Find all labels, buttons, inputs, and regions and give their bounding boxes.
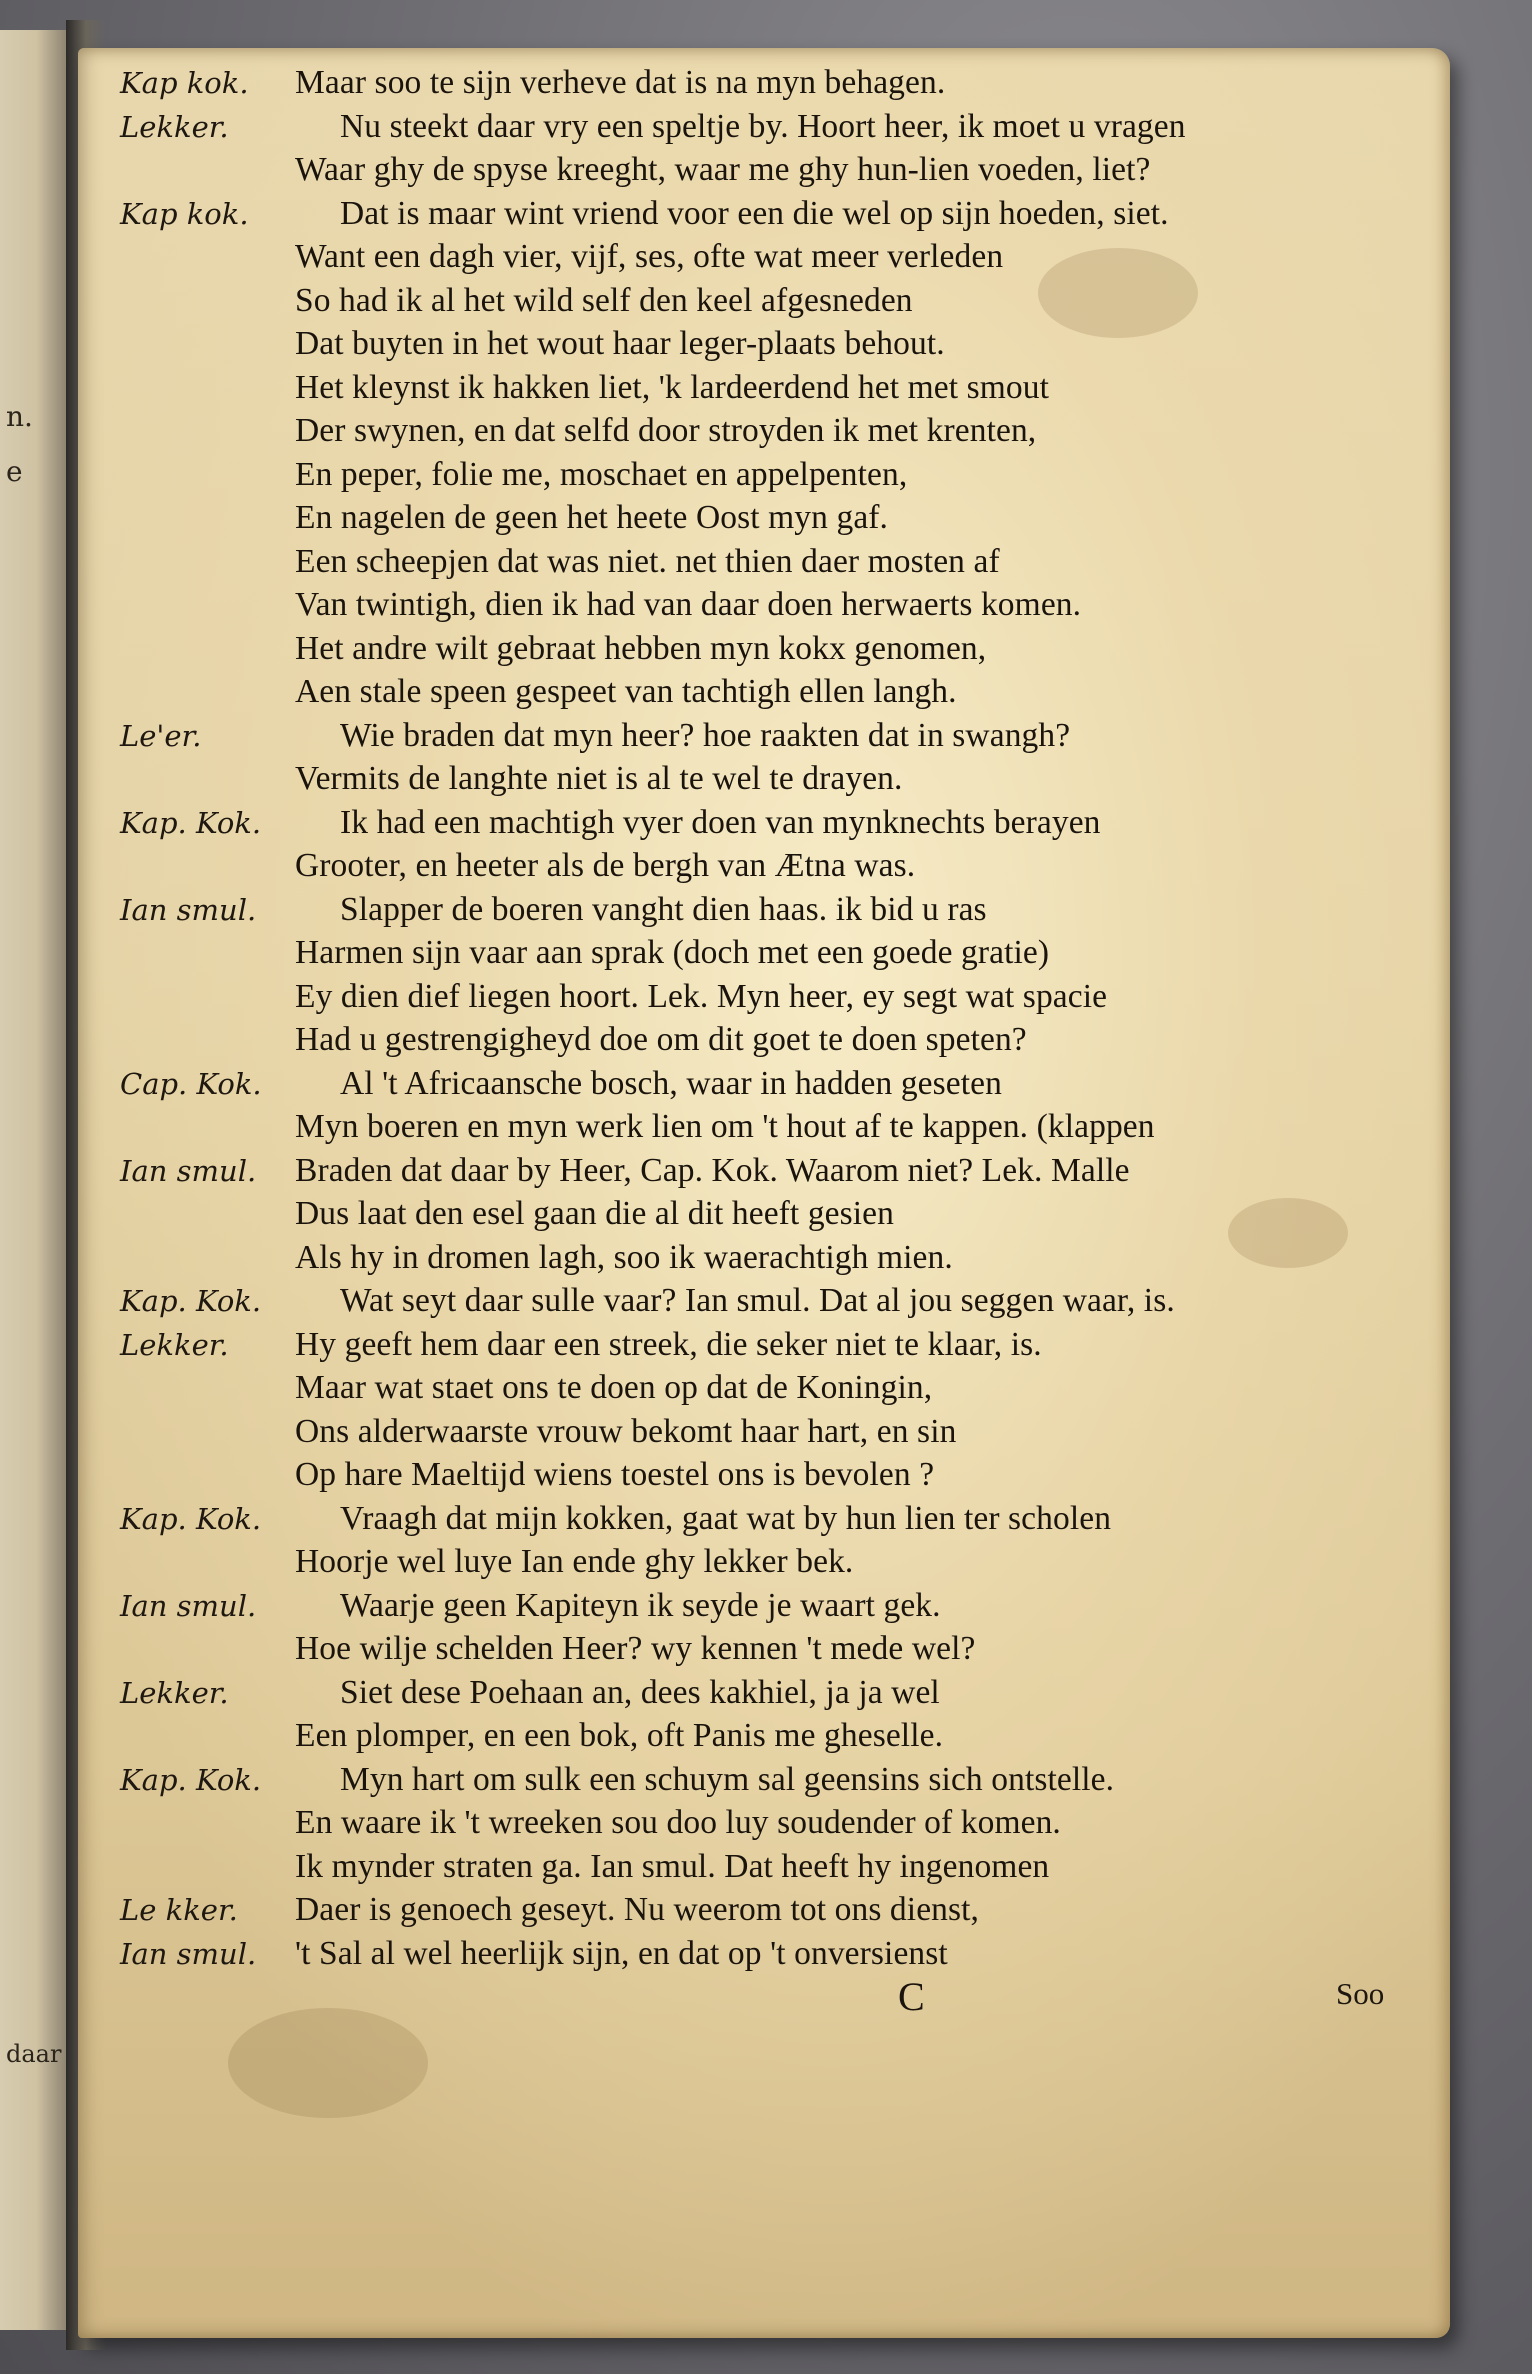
verse-line [78,630,1450,674]
speaker-label: Ian smul. [120,1588,257,1623]
verse-text: En waare ik 't wreeken sou doo luy soudender of komen. [295,1804,1061,1841]
paper-stain [228,2008,428,2118]
verse-text: Vraagh dat mijn kokken, gaat wat by hun lien ter scholen [340,1499,1112,1537]
verse-line [78,1413,1450,1457]
opposite-page-fragment: e [6,455,23,488]
verse-line [78,1717,1450,1761]
verse-line [78,1326,1450,1370]
verse-line [78,1891,1450,1935]
verse-text: Hoe wilje schelden Heer? wy kennen 't mede wel? [295,1630,976,1667]
speaker-label: Kap kok. [120,66,249,100]
speaker-label: Kap. Kok. [120,805,262,840]
verse-text: Als hy in dromen lagh, soo ik waerachtigh mien. [295,1238,953,1276]
verse-line [78,1630,1450,1674]
verse-text: Het kleynst ik hakken liet, 'k lardeerdend het met smout [295,368,1050,406]
verse-text: Der swynen, en dat selfd door stroyden ik met krenten, [295,412,1037,449]
verse-text: Ey dien dief liegen hoort. Lek. Myn heer, ey segt wat spacie [295,977,1108,1015]
speaker-label: Cap. Kok. [120,1066,262,1101]
verse-line [78,1587,1450,1631]
speaker-label: Kap kok. [120,196,249,231]
verse-line [78,1935,1450,1979]
catchword: Soo [1336,1976,1385,2011]
verse-text: Daer is genoech geseyt. Nu weerom tot ons dienst, [295,1891,980,1928]
speaker-label: Lekker. [120,1675,229,1710]
verse-line [78,1021,1450,1065]
verse-text: Nu steekt daar vry een speltje by. Hoort heer, ik moet u vragen [340,107,1186,145]
verse-line [78,1848,1450,1892]
verse-text: Hoorje wel luye Ian ende ghy lekker bek. [295,1543,854,1580]
verse-text: Myn boeren en myn werk lien om 't hout af te kappen. (klappen [295,1108,1155,1145]
verse-text: Harmen sijn vaar aan sprak (doch met een goede gratie) [295,934,1050,971]
verse-line [78,543,1450,587]
speaker-label: Kap. Kok. [120,1501,262,1536]
verse-line [78,1500,1450,1544]
speaker-label: Ian smul. [120,892,257,927]
verse-text: Dat is maar wint vriend voor een die wel op sijn hoeden, siet. [340,194,1169,232]
speaker-label: Kap. Kok. [120,1284,262,1318]
verse-text: So had ik al het wild self den keel afgesneden [295,281,913,319]
verse-text: Het andre wilt gebraat hebben myn kokx genomen, [295,629,987,667]
verse-line [78,1761,1450,1805]
verse-text: Slapper de boeren vanght dien haas. ik bid u ras [340,890,987,928]
verse-text: Maar soo te sijn verheve dat is na myn behagen. [295,64,946,101]
verse-line [78,456,1450,500]
verse-line [78,847,1450,891]
verse-text: Braden dat daar by Heer, Cap. Kok. Waarom niet? Lek. Malle [295,1151,1130,1189]
verse-line [78,1152,1450,1196]
speaker-label: Le kker. [120,1893,238,1927]
verse-text: Ik had een machtigh vyer doen van mynknechts berayen [340,803,1101,841]
verse-text: Want een dagh vier, vijf, ses, ofte wat meer verleden [295,238,1004,275]
speaker-label: Ian smul. [120,1936,257,1971]
speaker-label: Ian smul. [120,1153,257,1188]
verse-text: Dus laat den esel gaan die al dit heeft gesien [295,1195,894,1232]
opposite-page-fragment: daar [6,2040,62,2068]
verse-text: Van twintigh, dien ik had van daar doen herwaerts komen. [295,586,1082,623]
verse-text: Siet dese Poehaan an, dees kakhiel, ja ja wel [340,1673,940,1711]
speaker-label: Le'er. [120,718,202,753]
verse-text: En nagelen de geen het heete Oost myn gaf. [295,499,889,536]
verse-line [78,238,1450,282]
verse-line [78,586,1450,630]
verse-text: Aen stale speen gespeet van tachtigh ellen langh. [295,673,957,710]
verse-text: Ik mynder straten ga. Ian smul. Dat heeft hy ingenomen [295,1847,1050,1885]
verse-text: Vermits de langhte niet is al te wel te drayen. [295,760,903,797]
verse-text: Wat seyt daar sulle vaar? Ian smul. Dat al jou seggen waar, is. [340,1282,1175,1319]
verse-text: Waar ghy de spyse kreeght, waar me ghy hun-lien voeden, liet? [295,151,1151,188]
signature-mark: C [898,1974,925,2019]
verse-line [78,282,1450,326]
verse-line [78,978,1450,1022]
verse-line [78,325,1450,369]
verse-text: Waarje geen Kapiteyn ik seyde je waart gek. [340,1586,941,1624]
speaker-label: Lekker. [120,1327,229,1362]
verse-line [78,760,1450,804]
verse-text: Grooter, en heeter als de bergh van Ætna was. [295,847,916,884]
verse-line [78,1674,1450,1718]
verse-text: Hy geeft hem daar een streek, die seker niet te klaar, is. [295,1325,1042,1363]
verse-line [78,64,1450,108]
verse-line [78,673,1450,717]
verse-text: 't Sal al wel heerlijk sijn, en dat op 't onversienst [295,1934,948,1972]
verse-text: Ons alderwaarste vrouw bekomt haar hart, en sin [295,1412,957,1450]
verse-line [78,412,1450,456]
verse-line [78,1456,1450,1500]
verse-text: Op hare Maeltijd wiens toestel ons is bevolen ? [295,1456,935,1493]
verse-line [78,934,1450,978]
opposite-page-edge [0,30,68,2330]
verse-line [78,499,1450,543]
verse-line [78,804,1450,848]
opposite-page-fragment: n. [6,400,33,433]
verse-text: Maar wat staet ons te doen op dat de Koningin, [295,1369,933,1406]
verse-text: En peper, folie me, moschaet en appelpenten, [295,455,908,493]
verse-line [78,195,1450,239]
verse-text: Wie braden dat myn heer? hoe raakten dat in swangh? [340,716,1071,754]
verse-line [78,1239,1450,1283]
verse-line [78,1282,1450,1326]
verse-text: Al 't Africaansche bosch, waar in hadden geseten [340,1064,1002,1102]
verse-text: Een plomper, en een bok, oft Panis me gheselle. [295,1717,944,1754]
verse-text: Myn hart om sulk een schuym sal geensins sich ontstelle. [340,1760,1115,1798]
verse-text: Dat buyten in het wout haar leger-plaats behout. [295,325,945,362]
verse-line [78,1369,1450,1413]
verse-line [78,369,1450,413]
verse-line [78,1543,1450,1587]
verse-text: Een scheepjen dat was niet. net thien daer mosten af [295,542,1000,580]
verse-line [78,717,1450,761]
verse-line [78,1108,1450,1152]
verse-line [78,1195,1450,1239]
verse-line [78,891,1450,935]
speaker-label: Kap. Kok. [120,1762,262,1797]
book-page [78,48,1450,2338]
verse-text: Had u gestrengigheyd doe om dit goet te doen speten? [295,1021,1027,1058]
verse-line [78,108,1450,152]
speaker-label: Lekker. [120,109,229,144]
verse-line [78,1804,1450,1848]
verse-line [78,151,1450,195]
verse-line [78,1065,1450,1109]
